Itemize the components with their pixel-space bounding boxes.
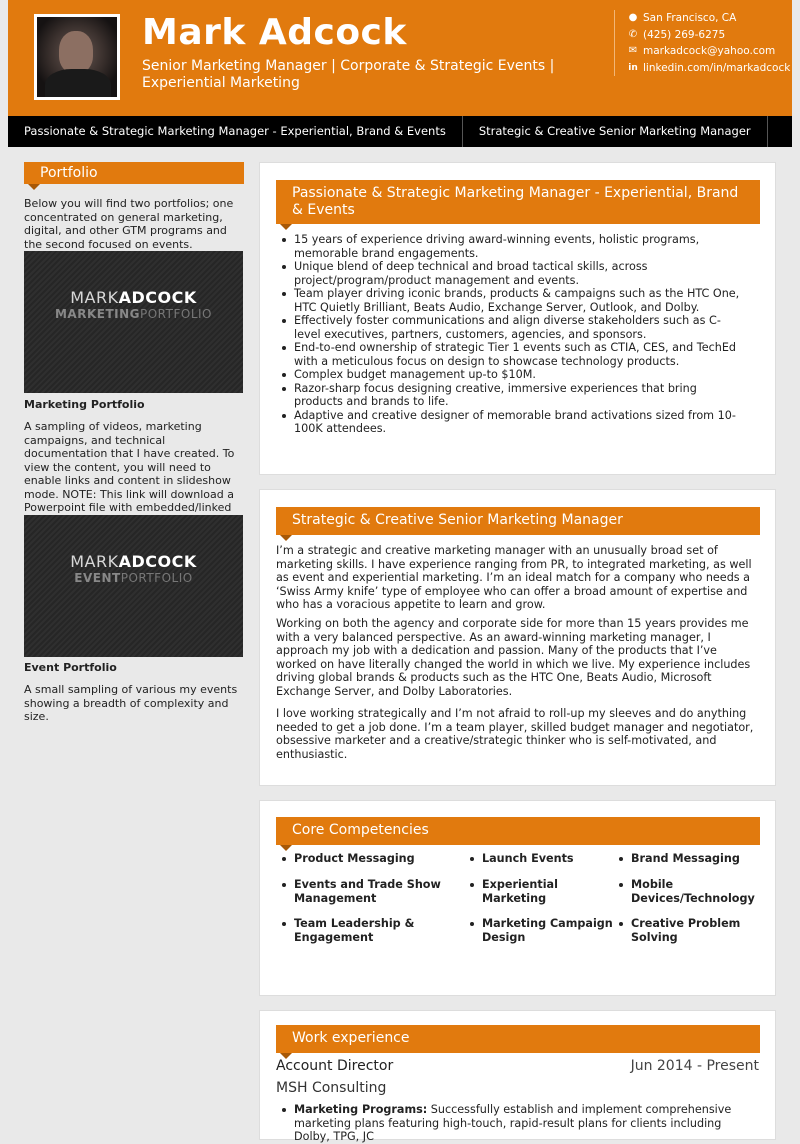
job-responsibilities <box>276 1103 746 1144</box>
event-portfolio-description: A small sampling of various my events showing a breadth of complexity and size. <box>24 683 238 723</box>
work-heading: Work experience <box>276 1025 760 1053</box>
portfolio-heading: Portfolio <box>24 162 244 184</box>
linkedin-icon: in <box>628 62 638 73</box>
location-text: San Francisco, CA <box>643 12 737 24</box>
person-name: Mark Adcock <box>142 12 407 53</box>
linkedin-link[interactable]: linkedin.com/in/markadcock <box>643 61 791 74</box>
list-item: Adaptive and creative designer of memorable brand activations sized from 10-100K attendees. <box>276 409 746 436</box>
list-item: Complex budget management up-to $10M. <box>276 368 746 382</box>
list-item: Marketing Programs: Successfully establish and implement comprehensive marketing plans featuring high-touch, rapid-result plans for clients including Dolby, TPG, JC <box>276 1103 746 1144</box>
competency-item: Experiential Marketing <box>464 878 574 905</box>
phone-icon: ✆ <box>628 28 638 40</box>
contact-email[interactable] <box>627 43 794 60</box>
profile-photo <box>34 14 120 100</box>
contact-info <box>614 10 794 76</box>
section-nav <box>8 116 792 147</box>
summary-heading: Passionate & Strategic Marketing Manager - Experiential, Brand & Events <box>276 180 760 224</box>
marketing-portfolio-image[interactable]: MARKADCOCK MARKETINGPORTFOLIO <box>24 251 243 393</box>
competency-item: Team Leadership & Engagement <box>276 917 441 944</box>
contact-location <box>627 10 794 27</box>
resume-header <box>8 0 792 116</box>
competency-item: Creative Problem Solving <box>613 917 763 944</box>
envelope-icon: ✉ <box>628 45 638 56</box>
about-card <box>259 489 776 786</box>
location-pin-icon: ● <box>628 12 638 23</box>
marketing-portfolio-label[interactable]: Marketing Portfolio <box>24 398 145 411</box>
job-company: MSH Consulting <box>276 1080 387 1096</box>
sidebar <box>8 148 252 1128</box>
list-item: End-to-end ownership of strategic Tier 1 events such as CTIA, CES, and TechEd with a meticulous focus on design to showcase technology products. <box>276 341 746 368</box>
competencies-heading: Core Competencies <box>276 817 760 845</box>
about-heading: Strategic & Creative Senior Marketing Manager <box>276 507 760 535</box>
competencies-card <box>259 800 776 996</box>
competency-item: Launch Events <box>464 852 614 866</box>
summary-list <box>276 233 746 436</box>
tab-summary[interactable]: Passionate & Strategic Marketing Manager - Experiential, Brand & Events <box>8 116 463 147</box>
competency-item: Product Messaging <box>276 852 456 866</box>
marketing-portfolio-description: A sampling of videos, marketing campaigns, and technical documentation that I have created. To view the content, you will need to enable links and content in slideshow mode. NOTE: This link will download a Powerpoint file with embedded/linked <box>24 420 235 514</box>
contact-linkedin[interactable] <box>627 60 794 77</box>
list-item: Effectively foster communications and align diverse stakeholders such as C-level executives, partners, customers, agencies, and sponsors. <box>276 314 746 341</box>
event-portfolio-image[interactable]: MARKADCOCK EVENTPORTFOLIO <box>24 515 243 657</box>
list-item: Team player driving iconic brands, products & campaigns such as the HTC One, HTC Quietly Brilliant, Beats Audio, Exchange Server, Outlook, and Dolby. <box>276 287 746 314</box>
list-item: 15 years of experience driving award-winning events, holistic programs, memorable brand engagements. <box>276 233 746 260</box>
job-title: Account Director <box>276 1058 394 1074</box>
email-link[interactable]: markadcock@yahoo.com <box>643 45 776 57</box>
list-item: Razor-sharp focus designing creative, immersive experiences that bring products and brands to life. <box>276 382 746 409</box>
about-paragraph-2: Working on both the agency and corporate side for more than 15 years provides me with a very balanced perspective. As an award-winning marketing manager, I approach my job with a dedication and passion. Many of the products that I’ve worked on have literally changed the world in which we live. My experience includes driving global brands & products such as the HTC One, Beats Audio, Microsoft Exchange Server, and Dolby Laboratories. <box>276 617 751 698</box>
job-dates: Jun 2014 - Present <box>630 1058 759 1074</box>
about-paragraph-1: I’m a strategic and creative marketing manager with an unusually broad set of marketing skills. I have experience ranging from PR, to integrated marketing, as well as event and experiential marketing. I’m an ideal match for a company who needs a ‘Swiss Army knife’ type of employee who can offer a broad amount of expertise and who has a voracious appetite to learn and grow. <box>276 544 752 611</box>
list-item: Unique blend of deep technical and broad tactical skills, across project/program/product management and events. <box>276 260 746 287</box>
competency-item: Brand Messaging <box>613 852 763 866</box>
tab-about[interactable]: Strategic & Creative Senior Marketing Manager <box>463 116 768 147</box>
competency-item: Marketing Campaign Design <box>464 917 614 944</box>
phone-text: (425) 269-6275 <box>643 28 726 41</box>
portfolio-intro: Below you will find two portfolios; one concentrated on general marketing, digital, and other GTM programs and the second focused on events. <box>24 197 234 251</box>
event-portfolio-label[interactable]: Event Portfolio <box>24 661 117 674</box>
headline: Senior Marketing Manager | Corporate & Strategic Events | Experiential Marketing <box>142 58 555 91</box>
contact-phone[interactable] <box>627 27 794 44</box>
about-paragraph-3: I love working strategically and I’m not afraid to roll-up my sleeves and do anything needed to get a job done. I’m a team player, skilled budget manager and negotiator, obsessive marketer and a creative/strategic thinker who is self-motivated, and enthusiastic. <box>276 707 754 761</box>
summary-card <box>259 162 776 475</box>
work-card <box>259 1010 776 1143</box>
competency-item: Events and Trade Show Management <box>276 878 456 905</box>
competency-item: Mobile Devices/Technology <box>613 878 763 905</box>
